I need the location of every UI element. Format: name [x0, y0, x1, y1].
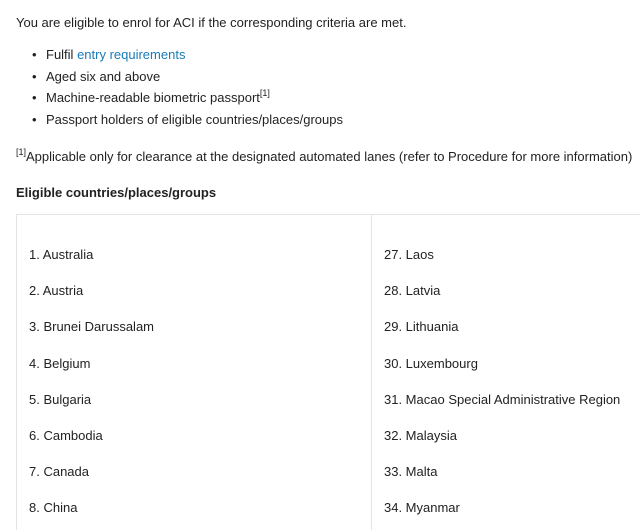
country-row: 34. Myanmar: [384, 500, 460, 516]
criteria-item-entry-requirements: [32, 44, 640, 66]
criteria-item-label: Aged six and above: [46, 68, 161, 84]
criteria-item-eligible-countries: [32, 109, 640, 131]
country-row: 2. Austria: [29, 283, 84, 299]
country-row: 3. Brunei Darussalam: [29, 319, 154, 335]
criteria-item-age: [32, 66, 640, 88]
country-row: 4. Belgium: [29, 355, 91, 371]
country-row: 5. Bulgaria: [29, 391, 92, 407]
intro-text: You are eligible to enrol for ACI if the corresponding criteria are met.: [16, 15, 407, 30]
footnote-text: Applicable only for clearance at the designated automated lanes (refer to Procedure for more information): [26, 149, 633, 164]
bullet-icon: •: [32, 68, 37, 84]
country-row: 28. Latvia: [384, 283, 441, 299]
country-row: 1. Australia: [29, 247, 94, 262]
country-row: 27. Laos: [384, 247, 434, 262]
criteria-item-label: Fulfil: [46, 47, 78, 62]
table-title: Eligible countries/places/groups: [16, 185, 217, 200]
bullet-icon: •: [32, 90, 37, 105]
bullet-icon: •: [32, 47, 37, 62]
countries-column-left: [17, 215, 372, 530]
country-row: 8. China: [29, 500, 78, 516]
entry-requirements-link[interactable]: entry requirements: [77, 47, 186, 62]
country-row: 31. Macao Special Administrative Region: [384, 391, 621, 407]
criteria-item-label: Passport holders of eligible countries/places/groups: [46, 111, 344, 127]
countries-table: [16, 214, 640, 530]
country-row: 30. Luxembourg: [384, 355, 478, 371]
footnote-marker: [1]: [16, 146, 27, 157]
country-row: 33. Malta: [384, 464, 438, 480]
bullet-icon: •: [32, 111, 37, 127]
criteria-item-label: Machine-readable biometric passport: [46, 90, 260, 105]
criteria-list: [16, 44, 640, 130]
footnote: [16, 148, 640, 166]
country-row: 29. Lithuania: [384, 319, 459, 335]
country-row: 32. Malaysia: [384, 427, 457, 443]
country-row: 7. Canada: [29, 464, 89, 480]
criteria-item-passport: [32, 87, 640, 109]
countries-column-right: [372, 215, 640, 530]
country-row: 6. Cambodia: [29, 427, 103, 443]
content-area: [16, 14, 640, 530]
footnote-reference[interactable]: [1]: [259, 87, 270, 98]
